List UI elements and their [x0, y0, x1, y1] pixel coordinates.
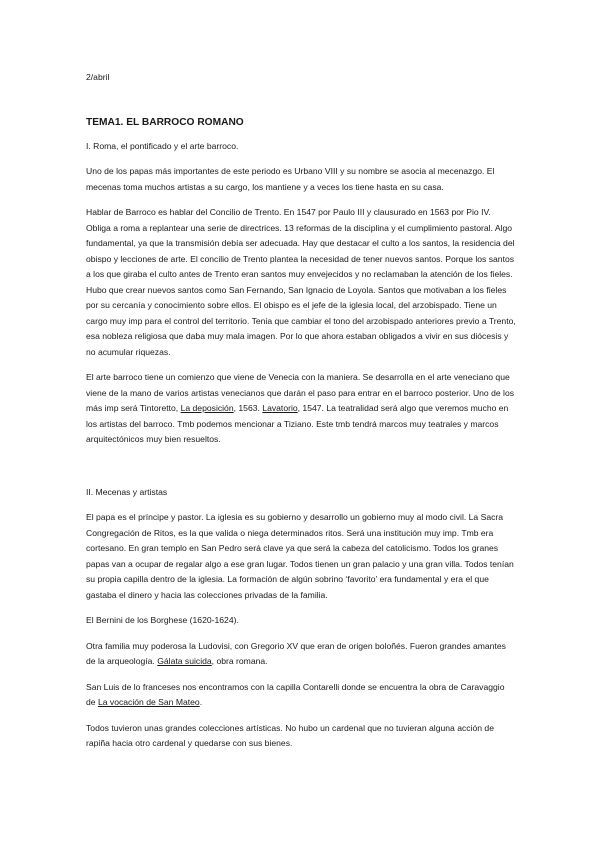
text-run: , 1547. La teatralidad será algo que veremos mucho en los artistas del barroco. Tmb podemos mencionar a Tiziano. Este tmb tendrá marcos muy teatrales y marcos arquitectónicos muy bien resueltos.	[86, 403, 509, 444]
artwork-title-lavatorio: Lavatorio	[262, 403, 298, 413]
text-run: .	[199, 697, 203, 707]
date-line: 2/abril	[86, 72, 110, 82]
text-run: Otra familia muy poderosa la Ludovisi, con Gregorio XV que eran de origen boloñés. Fueron grandes amantes de la arqueología.	[86, 640, 506, 666]
artwork-title-vocacion: La vocación de San Mateo	[97, 697, 200, 707]
document-title: TEMA1. EL BARROCO ROMANO	[86, 116, 244, 128]
document-body	[86, 70, 516, 762]
paragraph-colecciones: Todos tuvieron unas grandes colecciones artísticas. No hubo un cardenal que no tuvieran alguna acción de rapiña hacia otro cardenal y quedarse con sus bienes.	[86, 722, 494, 748]
text-run: San Luis de lo franceses nos encontramos con la capilla Contarelli donde se encuentra la obra de Caravaggio de	[86, 681, 505, 707]
paragraph-concilio-trento: Hablar de Barroco es hablar del Concilio de Trento. En 1547 por Paulo III y clausurado en 1563 por Pio IV. Obliga a roma a replantear una serie de directrices. 13 reformas de la disciplina y el cumplimiento pastoral. Algo fundamental, ya que la transmisión debía ser adecuada. Hay que destacar el culto a los santos, la residencia del obispo y lecciones de arte. El concilio de Trento plantea la necesidad de tener nuevos santos. Porque los santos a los que giraba el culto antes de Trento eran santos muy envejecidos y no reclamaban la atención de los fieles. Hubo que crear nuevos santos como San Fernando, San Ignacio de Loyola. Santos que motivaban a los fieles por su cercanía y conocimiento sobre ellos. El obispo es el jefe de la iglesia local, del arzobispado. Tiene un cargo muy imp para el control del territorio. Tenia que cambiar el tono del arzobispado anteriores previo a Trento, esa nobleza religiosa que daba muy mala imagen. Por lo que ahora estaban obligados a vivir en sus diócesis y no acumular riquezas.	[86, 207, 516, 357]
section-heading-1: I. Roma, el pontificado y el arte barroco.	[86, 140, 239, 151]
text-run: , 1563.	[233, 403, 263, 413]
artwork-title-galata: Gálata suicida	[157, 656, 212, 666]
section-heading-2: II. Mecenas y artistas	[86, 486, 168, 497]
paragraph-bernini: El Bernini de los Borghese (1620-1624).	[86, 615, 239, 625]
paragraph-papa-principe: El papa es el príncipe y pastor. La iglesia es su gobierno y desarrollo un gobierno muy al modo civil. La Sacra Congregación de Ritos, es la que valida o niega determinados ritos. Será una institución muy imp. Tmb era cortesano. En gran templo en San Pedro será clave ya que será la cabeza del catolicismo. Todos los granes papas van a ocupar de regalar algo a ese gran lugar. Todos tienen un gran palacio y una gran villa. Todos tenían su propia capilla dentro de la iglesia. La formación de algún sobrino ‘favorito’ era fundamental y era el que gastaba el dinero y hacia las colecciones privadas de la familia.	[86, 512, 514, 600]
artwork-title-deposicion: La deposición	[180, 403, 234, 413]
text-run: El arte barroco tiene un comienzo que viene de Venecia con la maniera. Se desarrolla en el arte veneciano que viene de la mano de varios artistas venecianos que darán el paso para entrar en el barroco posterior. Uno de los más imp será Tintoretto,	[86, 372, 515, 413]
paragraph-arte-barroco	[86, 370, 516, 448]
paragraph-ludovisi	[86, 639, 516, 670]
text-run: , obra romana.	[211, 656, 268, 666]
paragraph-contarelli	[86, 680, 516, 711]
paragraph-mecenazgo: Uno de los papas más importantes de este periodo es Urbano VIII y su nombre se asocia al mecenazgo. El mecenas toma muchos artistas a su cargo, los mantiene y a veces los tiene hasta en su casa.	[86, 166, 495, 192]
spacer	[86, 458, 516, 485]
